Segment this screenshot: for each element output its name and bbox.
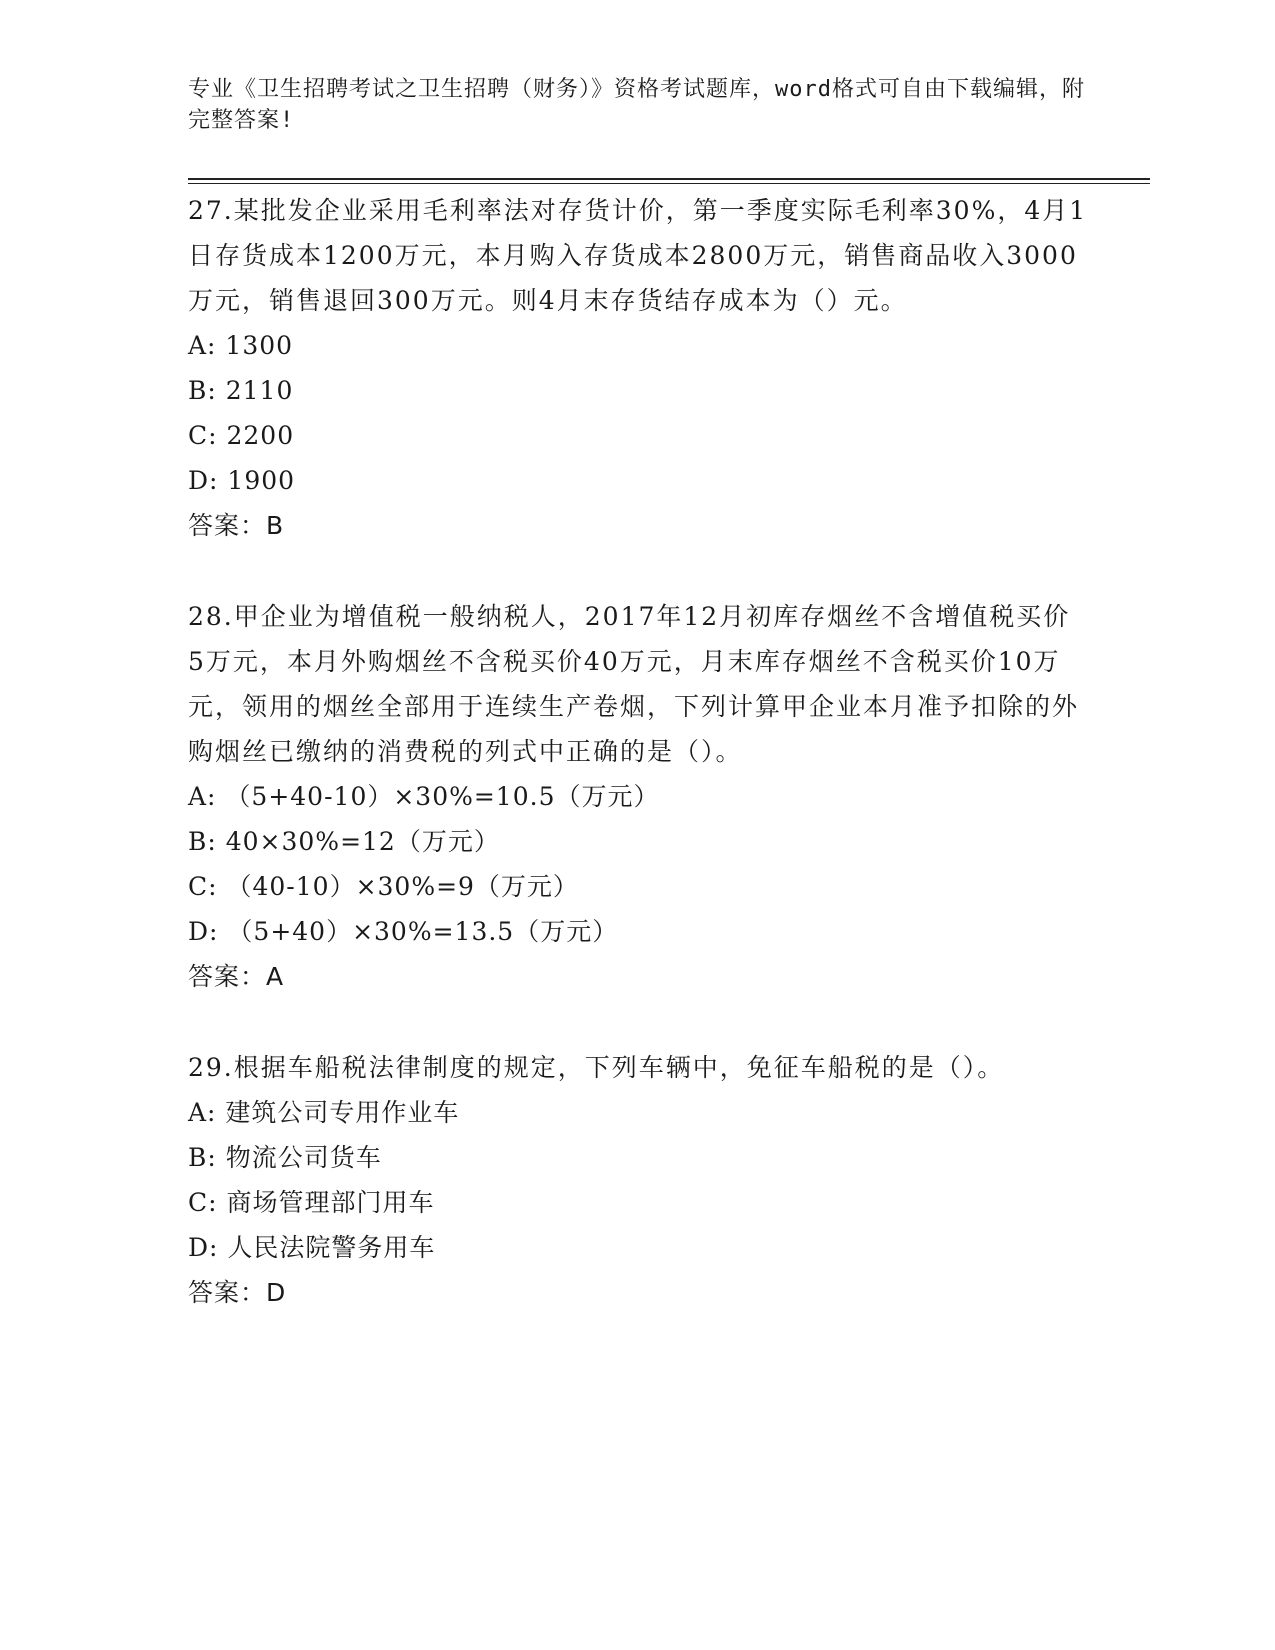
question-stem: 28.甲企业为增值税一般纳税人，2017年12月初库存烟丝不含增值税买价5万元，本月外购烟丝不含税买价40万元，月末库存烟丝不含税买价10万元，领用的烟丝全部用于连续生产卷烟，下列计算甲企业本月准予扣除的外购烟丝已缴纳的消费税的列式中正确的是（）。 <box>188 602 1080 766</box>
answer: 答案：D <box>188 1278 287 1307</box>
answer: 答案：A <box>188 962 285 991</box>
option-a: A: 建筑公司专用作业车 <box>188 1098 460 1127</box>
option-a: A: 1300 <box>188 331 294 360</box>
option-c: C: （40-10）×30%=9（万元） <box>188 872 579 901</box>
question-stem: 29.根据车船税法律制度的规定，下列车辆中，免征车船税的是（）。 <box>188 1053 1005 1082</box>
question-stem: 27.某批发企业采用毛利率法对存货计价，第一季度实际毛利率30%，4月1日存货成本1200万元，本月购入存货成本2800万元，销售商品收入3000万元，销售退回300万元。则4月末存货结存成本为（）元。 <box>188 196 1088 315</box>
question-27 <box>188 188 1088 548</box>
question-29 <box>188 1045 1088 1315</box>
header-divider-thick <box>188 178 1150 180</box>
question-list <box>188 188 1088 1361</box>
page-header: 专业《卫生招聘考试之卫生招聘（财务）》资格考试题库，word格式可自由下载编辑，附完整答案! <box>188 77 1085 133</box>
option-b: B: 40×30%=12（万元） <box>188 827 500 856</box>
question-28 <box>188 594 1088 999</box>
answer: 答案：B <box>188 511 285 540</box>
header-divider-thin <box>188 183 1150 184</box>
option-c: C: 商场管理部门用车 <box>188 1188 435 1217</box>
option-a: A: （5+40-10）×30%=10.5（万元） <box>188 782 660 811</box>
option-d: D: （5+40）×30%=13.5（万元） <box>188 917 619 946</box>
option-b: B: 物流公司货车 <box>188 1143 382 1172</box>
option-d: D: 人民法院警务用车 <box>188 1233 436 1262</box>
option-d: D: 1900 <box>188 466 296 495</box>
option-b: B: 2110 <box>188 376 294 405</box>
option-c: C: 2200 <box>188 421 295 450</box>
